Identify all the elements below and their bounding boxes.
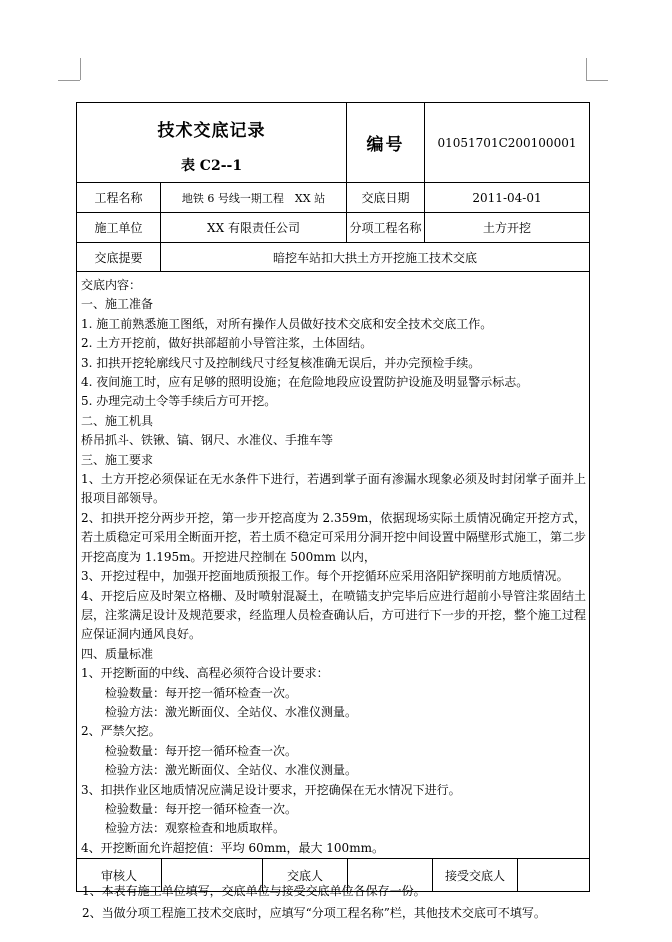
content-line: 检验方法：激光断面仪、全站仪、水准仪测量。 [105,763,358,778]
code-value-cell [425,103,590,183]
unit-label: 施工单位 [77,213,161,243]
content-line: 一、施工准备 [81,297,154,312]
content-line: 3、开挖过程中，加强开挖面地质预报工作。每个开挖循环应采用洛阳铲探明前方地质情况。 [81,569,569,584]
content-line: 4. 夜间施工时，应有足够的照明设施；在危险地段应设置防护设施及明显警示标志。 [81,375,529,390]
content-line: 桥吊抓斗、铁锹、镐、钢尺、水准仪、手推车等 [81,433,334,448]
crop-mark-top-left-v [80,58,81,80]
summary-label: 交底提要 [77,243,161,272]
receiver-label: 接受交底人 [433,859,518,891]
title-cell [77,103,347,183]
reviewer-label: 审核人 [77,859,162,891]
document-title: 技术交底记录 [157,121,266,141]
content-line: 5. 办理完动土令等手续后方可开挖。 [81,394,277,409]
content-line: 检验方法：激光断面仪、全站仪、水准仪测量。 [105,704,358,719]
crop-mark-top-right-v [586,58,587,80]
unit-value: XX 有限责任公司 [161,213,347,243]
footer-notes [82,880,582,924]
content-line: 2、扣拱开挖分两步开挖，第一步开挖高度为 2.359m，依据现场实际土质情况确定开挖方式，若土质稳定可采用全断面开挖，若土质不稳定可采用分洞开挖中间设置中隔壁形式施工，第二步开挖高度为 1.195m。开挖进尺控制在 500mm 以内， [81,510,586,564]
content-line: 检验数量：每开挖一循环检查一次。 [105,743,298,758]
subproject-label: 分项工程名称 [347,213,425,243]
project-name-label: 工程名称 [77,183,161,213]
content-line: 2、严禁欠挖。 [81,724,161,739]
content-line: 检验数量：每开挖一循环检查一次。 [105,801,298,816]
date-value: 2011-04-01 [425,183,590,213]
content-line: 交底内容： [81,278,142,292]
code-value: 01051701C200100001 [437,135,577,150]
crop-mark-top-right-h [586,80,608,81]
content-line: 1、土方开挖必须保证在无水条件下进行，若遇到掌子面有渗漏水现象必须及时封闭掌子面并上报项目部领导。 [81,472,586,506]
code-label-cell [347,103,425,183]
content-line: 1、开挖断面的中线、高程必须符合设计要求： [81,666,329,681]
table-number: 表 C2--1 [180,158,243,174]
content-line: 三、施工要求 [81,452,154,467]
note-line: 1、本表有施工单位填写，交底单位与接受交底单位各保存一份。 [82,884,426,898]
date-label: 交底日期 [347,183,425,213]
project-name-value: 地铁 6 号线一期工程 XX 站 [161,183,347,213]
subproject-value: 土方开挖 [425,213,590,243]
content-line: 二、施工机具 [81,413,154,428]
content-line: 4、开挖断面允许超挖值：平均 60mm，最大 100mm。 [81,840,384,855]
content-line: 检验数量：每开挖一循环检查一次。 [105,685,298,700]
content-line: 3. 扣拱开挖轮廓线尺寸及控制线尺寸经复核准确无误后，并办完预检手续。 [81,355,481,370]
disclosure-record-table [76,102,590,892]
discloser-label: 交底人 [263,859,348,891]
content-line: 检验方法：观察检查和地质取样。 [105,821,286,836]
content-line: 3、扣拱作业区地质情况应满足设计要求，开挖确保在无水情况下进行。 [81,782,461,797]
disclosure-content-cell [77,272,590,859]
content-line: 4、开挖后应及时架立格栅、及时喷射混凝土，在喷锚支护完毕后应进行超前小导管注浆固结土层，注浆满足设计及规范要求，经监理人员检查确认后，方可进行下一步的开挖，整个施工过程应保证洞内通风良好。 [81,588,586,642]
content-line: 2. 土方开挖前，做好拱部超前小导管注浆，土体固结。 [81,336,373,351]
note-line: 2、当做分项工程施工技术交底时，应填写“分项工程名称”栏，其他技术交底可不填写。 [82,906,546,920]
content-line: 1. 施工前熟悉施工图纸，对所有操作人员做好技术交底和安全技术交底工作。 [81,316,493,331]
crop-mark-top-left-h [58,80,80,81]
summary-value: 暗挖车站扣大拱土方开挖施工技术交底 [161,243,590,272]
code-label: 编号 [366,135,405,155]
content-line: 四、质量标准 [81,646,154,661]
